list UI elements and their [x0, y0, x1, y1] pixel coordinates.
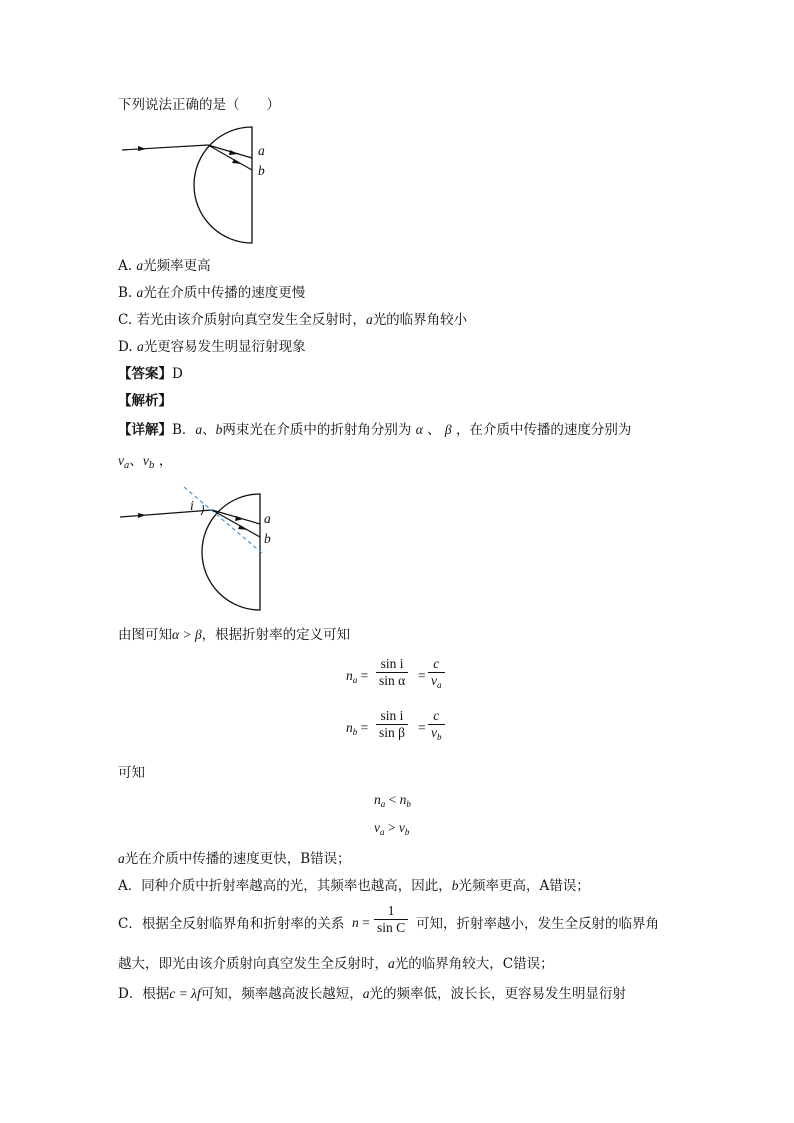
para-c-n-eq: n = — [352, 915, 370, 930]
fig2-label-b: b — [264, 531, 271, 546]
from-figure-line: 由图可知α > β，根据折射率的定义可知 — [118, 627, 351, 643]
para-c-line2: 越大，即光由该介质射向真空发生全反射时，a光的临界角较大，C错误； — [118, 956, 554, 972]
para-d: D．根据c = λf可知，频率越高波长越短，a光的频率低，波长长，更容易发生明显衍射 — [118, 986, 627, 1002]
eq-nb-frac1: $\frac{\text{sin i}}{\text{sin β}}$ — [376, 708, 408, 741]
option-c: C. 若光由该介质射向真空发生全反射时，a光的临界角较小 — [118, 312, 468, 328]
eq-nb: $n_b$ = — [346, 720, 369, 737]
answer-line: 【答案】D — [118, 366, 183, 382]
eq-na-frac1: $\frac{\text{sin i}}{\text{sin α}}$ — [376, 656, 408, 689]
para-c-line1: C．根据全反射临界角和折射率的关系 — [118, 916, 345, 932]
conclusion-b: a光在介质中传播的速度更快，B错误； — [118, 851, 351, 867]
fig1-label-b: b — [258, 163, 265, 178]
question-stem: 下列说法正确的是（ ） — [118, 97, 280, 113]
analysis-label: 【解析】 — [118, 393, 172, 409]
para-c-line1-tail: 可知，折射率越小，发生全反射的临界角 — [416, 916, 659, 932]
keyi-label: 可知 — [118, 765, 145, 781]
eq-nb-frac2: $\frac{c}{v_b}$ — [428, 708, 445, 745]
eq-na-lt-nb: $n_a < n_b$ — [374, 792, 411, 809]
eq-nb-eq: = — [418, 720, 426, 735]
fig2-label-i: i — [190, 498, 194, 513]
eq-na: $n_a$ = — [346, 668, 369, 685]
eq-na-eq: = — [418, 668, 426, 683]
eq-na-frac2: $\frac{c}{v_a}$ — [428, 656, 445, 693]
fig1-label-a: a — [258, 143, 265, 158]
fig2-label-a: a — [264, 511, 271, 526]
detail-line-1: 【详解】B．a、b两束光在介质中的折射角分别为 α 、 β ，在介质中传播的速度分别为 — [118, 422, 632, 438]
para-c-frac: $\frac{1}{\text{sin C}}$ — [374, 903, 408, 936]
para-a: A．同种介质中折射率越高的光，其频率也越高，因此，b光频率更高，A错误； — [118, 878, 590, 894]
detail-speeds: $v_a$、$v_b$ ， — [118, 453, 173, 471]
eq-va-gt-vb: $v_a > v_b$ — [374, 820, 410, 837]
option-a: A. a光频率更高 — [118, 258, 211, 274]
option-d: D. a光更容易发生明显衍射现象 — [118, 339, 306, 355]
option-b: B. a光在介质中传播的速度更慢 — [118, 285, 306, 301]
